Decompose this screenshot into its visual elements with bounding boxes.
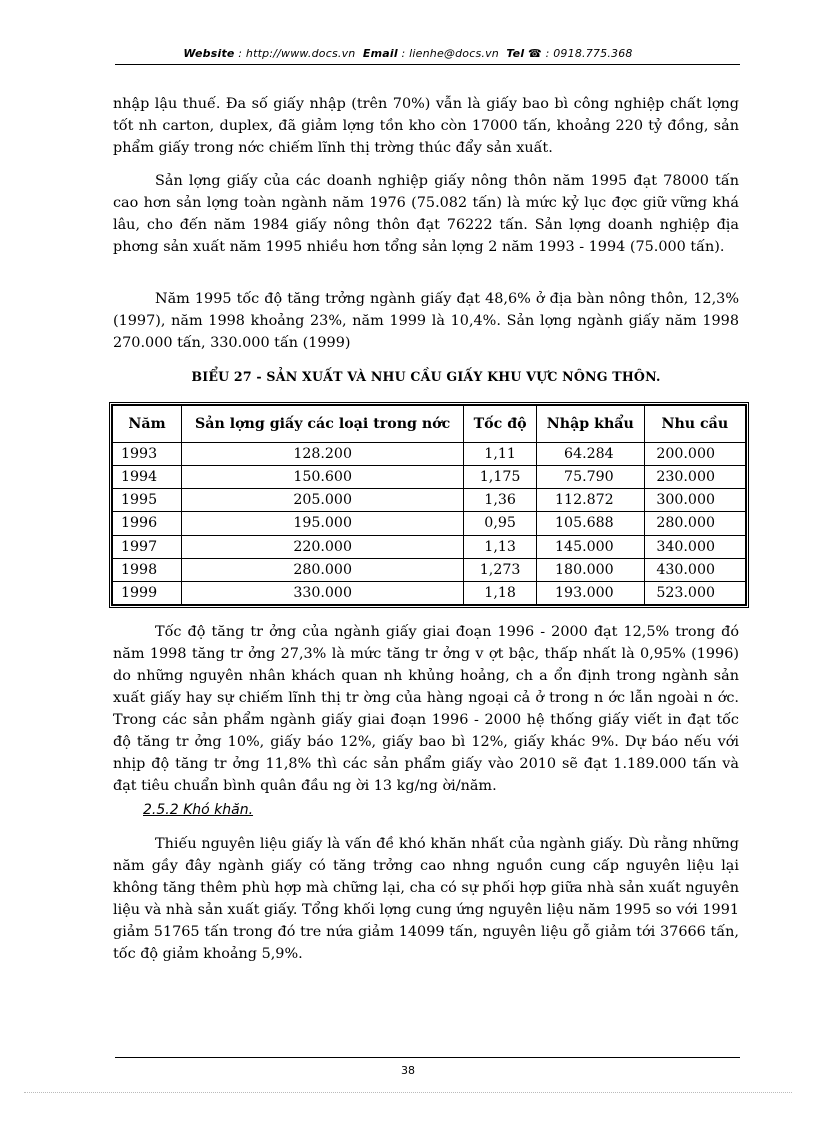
cell-rate: 1,13 (464, 535, 537, 558)
cell-import: 105.688 (536, 512, 644, 535)
cell-demand: 340.000 (644, 535, 745, 558)
page-number: 38 (401, 1064, 415, 1077)
cell-demand: 430.000 (644, 558, 745, 581)
cell-import: 180.000 (536, 558, 644, 581)
footer-rule (115, 1057, 740, 1058)
cell-rate: 1,18 (464, 581, 537, 604)
cell-rate: 1,175 (464, 466, 537, 489)
header-demand: Nhu cầu (644, 406, 745, 443)
page-edge-dots (24, 1092, 792, 1093)
cell-demand: 280.000 (644, 512, 745, 535)
table-caption: BIỂU 27 - SẢN XUẤT VÀ NHU CẦU GIẤY KHU VỰC NÔNG THÔN. (191, 369, 661, 384)
header-output: Sản lợng giấy các loại trong nớc (182, 406, 464, 443)
table-row (113, 466, 746, 489)
cell-demand: 300.000 (644, 489, 745, 512)
tel-value: : 0918.775.368 (545, 47, 633, 60)
cell-rate: 1,36 (464, 489, 537, 512)
table-row (113, 443, 746, 466)
tel-label: Tel (506, 47, 525, 60)
header-rate: Tốc độ (464, 406, 537, 443)
cell-year: 1998 (113, 558, 182, 581)
table-row (113, 558, 746, 581)
paragraph-5: Thiếu nguyên liệu giấy là vấn đề khó khăn nhất của ngành giấy. Dù rằng những năm gầy đây ngành giấy có tăng trởng cao nhng nguồn cung cấp nguyên liệu lại không tăng thêm phù hợp mà chững lại, cha có sự phối hợp giữa nhà sản xuất nguyên liệu và nhà sản xuất giấy. Tổng khối lợng cung ứng nguyên liệu năm 1995 so với 1991 giảm 51765 tấn trong đó tre nứa giảm 14099 tấn, nguyên liệu gỗ giảm tới 37666 tấn, tốc độ giảm khoảng 5,9%. (113, 836, 739, 962)
cell-import: 145.000 (536, 535, 644, 558)
header-year: Năm (113, 406, 182, 443)
phone-icon: ☎ (528, 47, 542, 60)
cell-output: 150.600 (182, 466, 464, 489)
cell-year: 1993 (113, 443, 182, 466)
website-value: : http://www.docs.vn (238, 47, 356, 60)
page-header (0, 47, 816, 60)
cell-demand: 230.000 (644, 466, 745, 489)
table-row (113, 489, 746, 512)
cell-demand: 200.000 (644, 443, 745, 466)
email-value: : lienhe@docs.vn (401, 47, 499, 60)
cell-year: 1996 (113, 512, 182, 535)
cell-import: 75.790 (536, 466, 644, 489)
cell-rate: 0,95 (464, 512, 537, 535)
cell-year: 1999 (113, 581, 182, 604)
cell-output: 128.200 (182, 443, 464, 466)
paragraph-1: nhập lậu thuế. Đa số giấy nhập (trên 70%) vẫn là giấy bao bì công nghiệp chất lợng tốt nh carton, duplex, đã giảm lợng tồn kho còn 17000 tấn, khoảng 220 tỷ đồng, sản phẩm giấy trong nớc chiếm lĩnh thị trờng thúc đẩy sản xuất. (113, 96, 739, 156)
cell-demand: 523.000 (644, 581, 745, 604)
cell-output: 195.000 (182, 512, 464, 535)
header-rule (115, 64, 740, 65)
cell-year: 1995 (113, 489, 182, 512)
paragraph-2: Sản lợng giấy của các doanh nghiệp giấy nông thôn năm 1995 đạt 78000 tấn cao hơn sản lợng toàn ngành năm 1976 (75.082 tấn) là mức kỷ lục đợc giữ vững khá lâu, cho đến năm 1984 giấy nông thôn đạt 76222 tấn. Sản lợng doanh nghiệp địa phơng sản xuất năm 1995 nhiều hơn tổng sản lợng 2 năm 1993 - 1994 (75.000 tấn). (113, 173, 739, 255)
paragraph-4: Tốc độ tăng tr ởng của ngành giấy giai đoạn 1996 - 2000 đạt 12,5% trong đó năm 1998 tăng tr ởng 27,3% là mức tăng tr ởng v ợt bậc, thấp nhất là 0,95% (1996) do những nguyên nhân khách quan nh khủng hoảng, ch a ổn định trong ngành sản xuất giấy hay sự chiếm lĩnh thị tr ờng của hàng ngoại cả ở trong n ớc lẫn ngoài n ớc. Trong các sản phẩm ngành giấy giai đoạn 1996 - 2000 hệ thống giấy viết in đạt tốc độ tăng tr ởng 10%, giấy báo 12%, giấy bao bì 12%, giấy khác 9%. Dự báo nếu với nhịp độ tăng tr ởng 11,8% thì các sản phẩm giấy vào 2010 sẽ đạt 1.189.000 tấn và đạt tiêu chuẩn bình quân đầu ng ời 13 kg/ng ời/năm. (113, 624, 739, 794)
paragraph-3: Năm 1995 tốc độ tăng trởng ngành giấy đạt 48,6% ở địa bàn nông thôn, 12,3% (1997), năm 1998 khoảng 23%, năm 1999 là 10,4%. Sản lợng ngành giấy năm 1998 270.000 tấn, 330.000 tấn (1999) (113, 291, 739, 351)
table-row (113, 512, 746, 535)
subheading: 2.5.2 Khó khăn. (143, 802, 254, 818)
cell-output: 220.000 (182, 535, 464, 558)
table-row (113, 535, 746, 558)
table-row (113, 581, 746, 604)
cell-output: 205.000 (182, 489, 464, 512)
cell-import: 193.000 (536, 581, 644, 604)
cell-import: 64.284 (536, 443, 644, 466)
cell-rate: 1,11 (464, 443, 537, 466)
cell-import: 112.872 (536, 489, 644, 512)
data-table (112, 405, 746, 605)
header-import: Nhập khẩu (536, 406, 644, 443)
cell-output: 330.000 (182, 581, 464, 604)
data-table-frame (109, 402, 749, 608)
email-label: Email (362, 47, 398, 60)
cell-year: 1994 (113, 466, 182, 489)
website-label: Website (183, 47, 235, 60)
cell-output: 280.000 (182, 558, 464, 581)
table-header-row (113, 406, 746, 443)
cell-year: 1997 (113, 535, 182, 558)
cell-rate: 1,273 (464, 558, 537, 581)
